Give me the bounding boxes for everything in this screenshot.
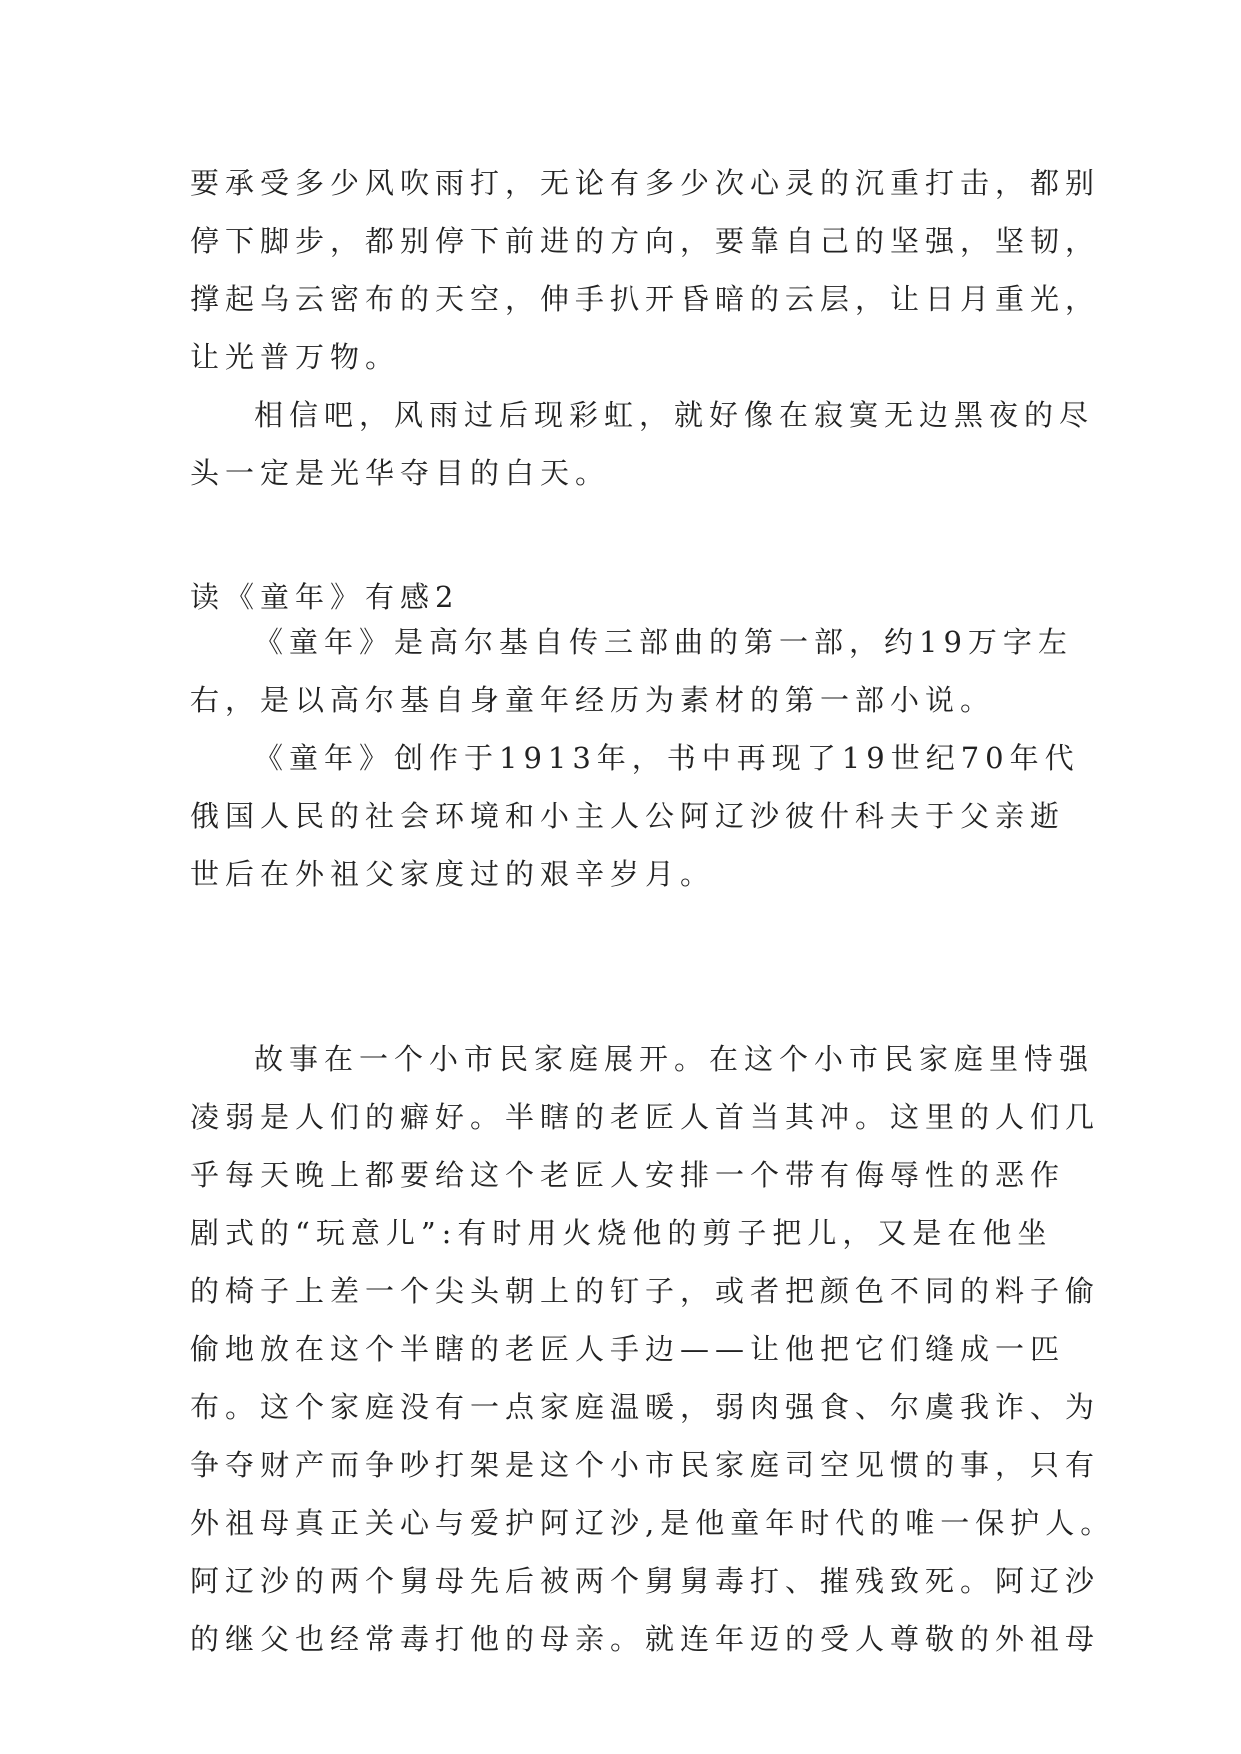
text-line: 《童年》创作于1913年，书中再现了19世纪70年代	[254, 741, 1080, 775]
text-line: 头一定是光华夺目的白天。	[190, 456, 611, 490]
text-line: 的继父也经常毒打他的母亲。就连年迈的受人尊敬的外祖母	[190, 1622, 1101, 1656]
text-line: 相信吧，风雨过后现彩虹，就好像在寂寞无边黑夜的尽	[254, 398, 1095, 432]
section1-text	[190, 154, 1101, 502]
section-title: 读《童年》有感2	[190, 580, 460, 614]
text-line: 外祖母真正关心与爱护阿辽沙,是他童年时代的唯一保护人。	[190, 1506, 1116, 1540]
text-line: 凌弱是人们的癖好。半瞎的老匠人首当其冲。这里的人们几	[190, 1100, 1101, 1134]
text-line: 故事在一个小市民家庭展开。在这个小市民家庭里恃强	[254, 1042, 1095, 1076]
text-line: 停下脚步，都别停下前进的方向，要靠自己的坚强，坚韧，	[190, 224, 1101, 258]
text-line: 的椅子上差一个尖头朝上的钉子，或者把颜色不同的料子偷	[190, 1274, 1101, 1308]
section2-story	[190, 1030, 1116, 1668]
text-line: 世后在外祖父家度过的艰辛岁月。	[190, 857, 716, 891]
text-line: 让光普万物。	[190, 340, 401, 374]
text-line: 撑起乌云密布的天空，伸手扒开昏暗的云层，让日月重光，	[190, 282, 1101, 316]
text-line: 布。这个家庭没有一点家庭温暖，弱肉强食、尔虞我诈、为	[190, 1390, 1101, 1424]
section2-intro	[190, 613, 1080, 903]
text-line: 阿辽沙的两个舅母先后被两个舅舅毒打、摧残致死。阿辽沙	[190, 1564, 1101, 1598]
text-line: 争夺财产而争吵打架是这个小市民家庭司空见惯的事，只有	[190, 1448, 1101, 1482]
text-line: 剧式的“玩意儿”:有时用火烧他的剪子把儿，又是在他坐	[190, 1216, 1053, 1250]
text-line: 要承受多少风吹雨打，无论有多少次心灵的沉重打击，都别	[190, 166, 1101, 200]
text-line: 右，是以高尔基自身童年经历为素材的第一部小说。	[190, 683, 996, 717]
text-line: 偷地放在这个半瞎的老匠人手边——让他把它们缝成一匹	[190, 1332, 1066, 1366]
text-line: 《童年》是高尔基自传三部曲的第一部，约19万字左	[254, 625, 1073, 659]
text-line: 俄国人民的社会环境和小主人公阿辽沙彼什科夫于父亲逝	[190, 799, 1066, 833]
text-line: 乎每天晚上都要给这个老匠人安排一个带有侮辱性的恶作	[190, 1158, 1066, 1192]
